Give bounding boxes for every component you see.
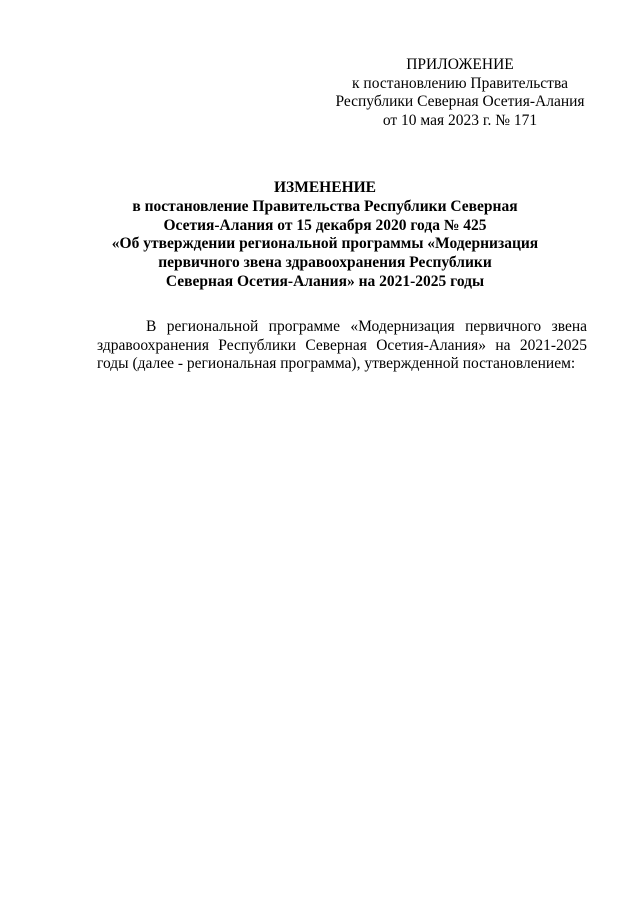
heading-line-4: первичного звена здравоохранения Республики bbox=[158, 254, 492, 272]
appendix-date-line: от 10 мая 2023 г. № 171 bbox=[382, 111, 538, 129]
document-heading bbox=[60, 179, 590, 292]
appendix-block bbox=[330, 56, 590, 130]
document-title: ИЗМЕНЕНИЕ bbox=[273, 179, 377, 196]
heading-line-1: в постановление Правительства Республики Северная bbox=[132, 197, 518, 215]
body-paragraph: В региональной программе «Модернизация первичного звена здравоохранения Республики Северная Осетия-Алания» на 2021-2025 годы (далее - региональная программа), утвержденной постановлением: bbox=[97, 318, 587, 372]
appendix-government-line: Республики Северная Осетия-Алания bbox=[335, 93, 585, 110]
heading-line-5: Северная Осетия-Алания» на 2021-2025 годы bbox=[165, 272, 485, 290]
appendix-reference-line: к постановлению Правительства bbox=[352, 74, 568, 92]
appendix-label: ПРИЛОЖЕНИЕ bbox=[406, 56, 514, 73]
heading-line-3: «Об утверждении региональной программы «Модернизация bbox=[111, 235, 539, 253]
heading-line-2: Осетия-Алания от 15 декабря 2020 года № 425 bbox=[163, 216, 487, 234]
